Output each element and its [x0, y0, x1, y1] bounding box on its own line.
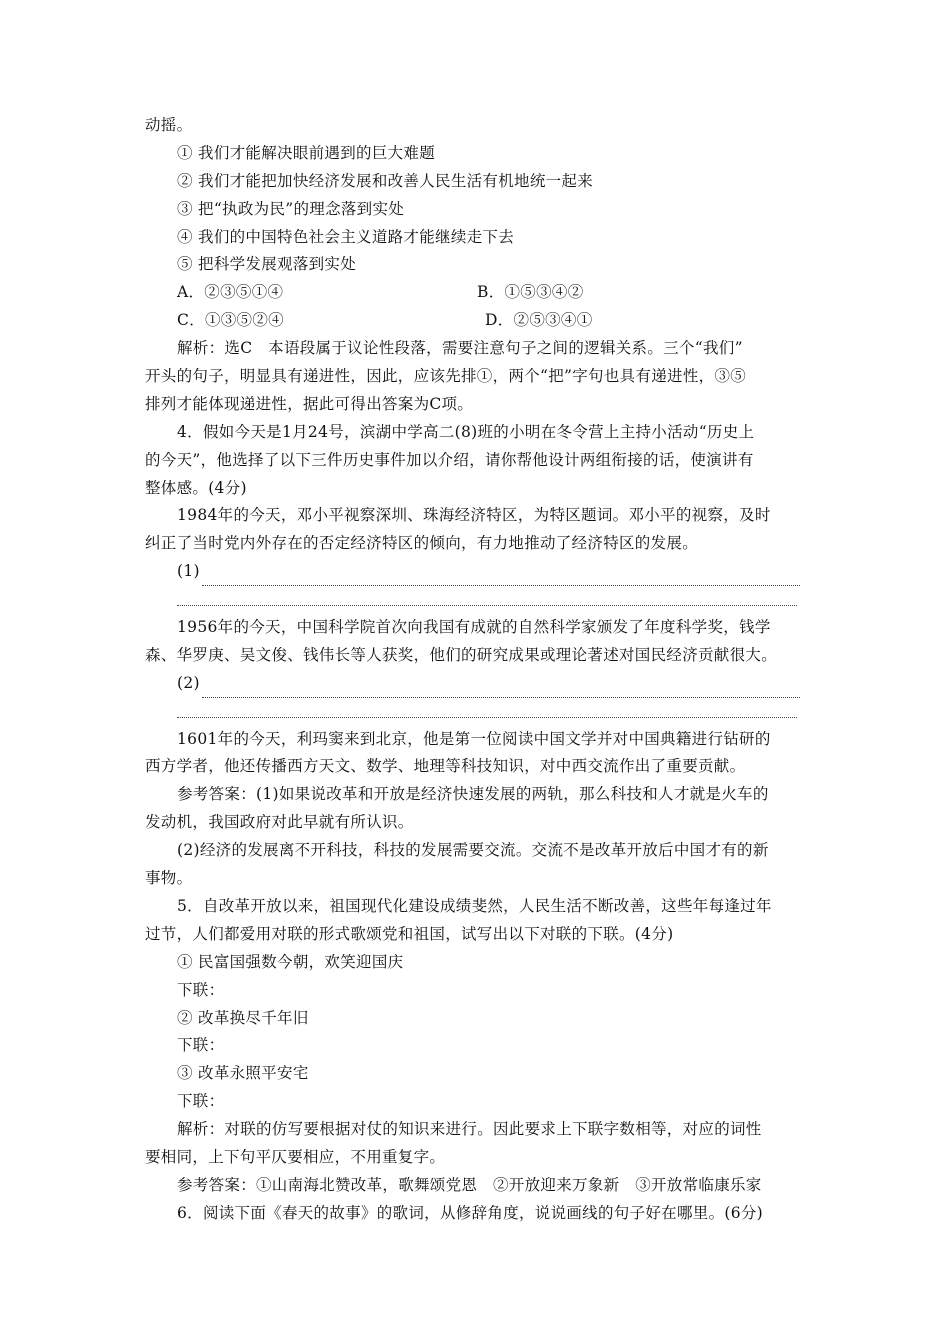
sentence-option: ① 我们才能解决眼前遇到的巨大难题	[177, 143, 436, 162]
event-1984: 纠正了当时党内外存在的否定经济特区的倾向，有力地推动了经济特区的发展。	[145, 534, 699, 553]
reference-answer: 参考答案：(1)如果说改革和开放是经济快速发展的两轨，那么科技和人才就是火车的	[177, 785, 769, 804]
reference-answer: 发动机，我国政府对此早就有所认识。	[145, 813, 414, 832]
couplet-answer-label: 下联：	[177, 1092, 225, 1111]
analysis-line: 开头的句子，明显具有递进性，因此，应该先排①，两个“把”字句也具有递进性，③⑤	[145, 367, 747, 386]
question-4: 整体感。(4分)	[145, 478, 247, 497]
couplet-answer-label: 下联：	[177, 1036, 225, 1055]
choice-row	[145, 307, 810, 335]
analysis-line: 要相同，上下句平仄要相应，不用重复字。	[145, 1147, 446, 1166]
answer-blank-2-cont	[145, 698, 810, 726]
couplet-answer-label: 下联：	[177, 980, 225, 999]
choice-c: C．①③⑤②④	[177, 311, 284, 330]
blank-number: (1)	[177, 562, 200, 581]
answer-blank-1-cont	[145, 586, 810, 614]
sentence-option: ④ 我们的中国特色社会主义道路才能继续走下去	[177, 227, 515, 246]
event-1956: 森、华罗庚、吴文俊、钱伟长等人获奖，他们的研究成果或理论著述对国民经济贡献很大。	[145, 645, 778, 664]
reference-answer: (2)经济的发展离不开科技，科技的发展需要交流。交流不是改革开放后中国才有的新	[177, 841, 769, 860]
couplet-2: ② 改革换尽千年旧	[177, 1008, 309, 1027]
answer-line	[177, 586, 797, 606]
question-5: 5．自改革开放以来，祖国现代化建设成绩斐然，人民生活不断改善，这些年每逢过年	[177, 896, 772, 915]
choice-b: B．①⑤③④②	[477, 283, 584, 302]
analysis-line: 解析：选C 本语段属于议论性段落，需要注意句子之间的逻辑关系。三个“我们”	[177, 339, 743, 358]
analysis-line: 排列才能体现递进性，据此可得出答案为C项。	[145, 394, 474, 413]
answer-line	[202, 566, 800, 586]
question-5: 过节，人们都爱用对联的形式歌颂党和祖国，试写出以下对联的下联。(4分)	[145, 924, 674, 943]
sentence-option: ② 我们才能把加快经济发展和改善人民生活有机地统一起来	[177, 171, 594, 190]
analysis-line: 解析：对联的仿写要根据对仗的知识来进行。因此要求上下联字数相等，对应的词性	[177, 1120, 762, 1139]
answer-line	[177, 698, 797, 718]
question-4: 4．假如今天是1月24号，滨湖中学高二(8)班的小明在冬令营上主持小活动“历史上	[177, 422, 755, 441]
event-1956: 1956年的今天，中国科学院首次向我国有成就的自然科学家颁发了年度科学奖，钱学	[177, 618, 771, 637]
answer-line	[202, 678, 800, 698]
choice-a: A．②③⑤①④	[177, 283, 284, 302]
document-body	[145, 112, 810, 1228]
question-6: 6．阅读下面《春天的故事》的歌词，从修辞角度，说说画线的句子好在哪里。(6分)	[177, 1203, 764, 1222]
answer-blank-1	[145, 558, 810, 586]
reference-answer: 参考答案：①山南海北赞改革，歌舞颂党恩 ②开放迎来万象新 ③开放常临康乐家	[177, 1175, 762, 1194]
event-1601: 1601年的今天，利玛窦来到北京，他是第一位阅读中国文学并对中国典籍进行钻研的	[177, 729, 771, 748]
couplet-1: ① 民富国强数今朝，欢笑迎国庆	[177, 952, 404, 971]
sentence-option: ⑤ 把科学发展观落到实处	[177, 255, 357, 274]
reference-answer: 事物。	[145, 869, 193, 888]
answer-blank-2	[145, 670, 810, 698]
sentence-option: ③ 把“执政为民”的理念落到实处	[177, 199, 405, 218]
choice-d: D．②⑤③④①	[485, 311, 593, 330]
couplet-3: ③ 改革永照平安宅	[177, 1064, 309, 1083]
text-line: 动摇。	[145, 116, 193, 134]
choice-row	[145, 279, 810, 307]
question-4: 的今天”，他选择了以下三件历史事件加以介绍，请你帮他设计两组衔接的话，使演讲有	[145, 450, 754, 469]
event-1601: 西方学者，他还传播西方天文、数学、地理等科技知识，对中西交流作出了重要贡献。	[145, 757, 746, 776]
blank-number: (2)	[177, 673, 200, 692]
event-1984: 1984年的今天，邓小平视察深圳、珠海经济特区，为特区题词。邓小平的视察，及时	[177, 506, 771, 525]
